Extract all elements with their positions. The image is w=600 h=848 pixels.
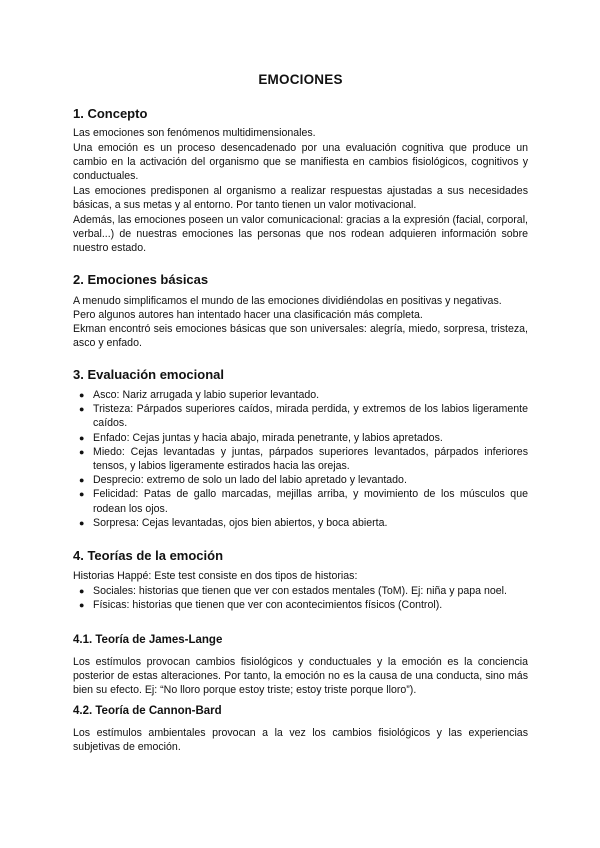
bullet-icon: ● — [79, 404, 85, 415]
section-heading-evaluacion-emocional: 3. Evaluación emocional — [73, 367, 224, 382]
bullet-icon: ● — [79, 489, 85, 500]
paragraph: Ekman encontró seis emociones básicas que son universales: alegría, miedo, sorpresa, tristeza, asco y enfado. — [73, 323, 528, 350]
paragraph: Las emociones son fenómenos multidimensionales. — [73, 127, 316, 139]
bullet-icon: ● — [79, 446, 85, 457]
section-heading-concepto: 1. Concepto — [73, 106, 148, 121]
bullet-list-historias — [73, 584, 528, 612]
bullet-icon: ● — [79, 517, 85, 528]
paragraph: Además, las emociones poseen un valor comunicacional: gracias a la expresión (facial, corporal, verbal...) de nuestras emociones las personas que nos rodean adquieren información sobre nuestro estado. — [73, 214, 528, 255]
subsection-heading-cannon-bard: 4.2. Teoría de Cannon-Bard — [73, 705, 222, 717]
subsection-heading-james-lange: 4.1. Teoría de James-Lange — [73, 634, 223, 646]
bullet-icon: ● — [79, 432, 85, 443]
list-item: ● Físicas: historias que tienen que ver con acontecimientos físicos (Control). — [79, 599, 443, 612]
list-item: ● Enfado: Cejas juntas y hacia abajo, mirada penetrante, y labios apretados. — [79, 431, 443, 444]
list-item: ● Sorpresa: Cejas levantadas, ojos bien abiertos, y boca abierta. — [79, 516, 388, 529]
bullet-icon: ● — [79, 600, 85, 611]
section-heading-teorias: 4. Teorías de la emoción — [73, 548, 224, 563]
document-title: EMOCIONES — [258, 72, 343, 87]
bullet-icon: ● — [79, 586, 85, 596]
bullet-icon: ● — [79, 475, 85, 486]
paragraph: Los estímulos provocan cambios fisiológicos y conductuales y la emoción es la conciencia posterior de estas alteraciones. Por tanto, la emoción no es la causa de una conducta, sino más bien su efecto. Ej: “No lloro porque estoy triste; estoy triste porque lloro”). — [73, 656, 528, 697]
list-item: ● Sociales: historias que tienen que ver con estados mentales (ToM). Ej: niña y papa noel. — [79, 585, 507, 597]
list-item: ● Desprecio: extremo de solo un lado del labio apretado y levantado. — [79, 474, 407, 487]
bullet-icon: ● — [79, 390, 85, 400]
paragraph: Una emoción es un proceso desencadenado por una evaluación cognitiva que produce un cambio en la activación del organismo que se manifiesta en cambios fisiológicos, cognitivos y conductuales. — [73, 142, 528, 183]
list-item: ● Asco: Nariz arrugada y labio superior levantado. — [79, 389, 320, 401]
list-item: ● Tristeza: Párpados superiores caídos, mirada perdida, y extremos de los labios ligeramente caídos. — [79, 403, 528, 430]
list-item: ● Felicidad: Patas de gallo marcadas, mejillas arriba, y movimiento de los músculos que rodean los ojos. — [79, 488, 528, 515]
list-item: ● Miedo: Cejas levantadas y juntas, párpados superiores levantados, párpados inferiores tensos, y labios ligeramente estirados hacia las orejas. — [79, 445, 528, 473]
paragraph: A menudo simplificamos el mundo de las emociones dividiéndolas en positivas y negativas. — [73, 295, 502, 307]
paragraph: Las emociones predisponen al organismo a realizar respuestas ajustadas a sus necesidades básicas, a sus metas y al entorno. Por tanto tienen un valor motivacional. — [73, 185, 528, 212]
paragraph: Los estímulos ambientales provocan a la vez los cambios fisiológicos y las experiencias subjetivas de emoción. — [73, 727, 528, 754]
section-heading-emociones-basicas: 2. Emociones básicas — [73, 272, 209, 287]
paragraph: Historias Happé: Este test consiste en dos tipos de historias: — [73, 570, 358, 582]
paragraph: Pero algunos autores han intentado hacer una clasificación más completa. — [73, 309, 423, 321]
bullet-list-expressions — [73, 388, 528, 530]
